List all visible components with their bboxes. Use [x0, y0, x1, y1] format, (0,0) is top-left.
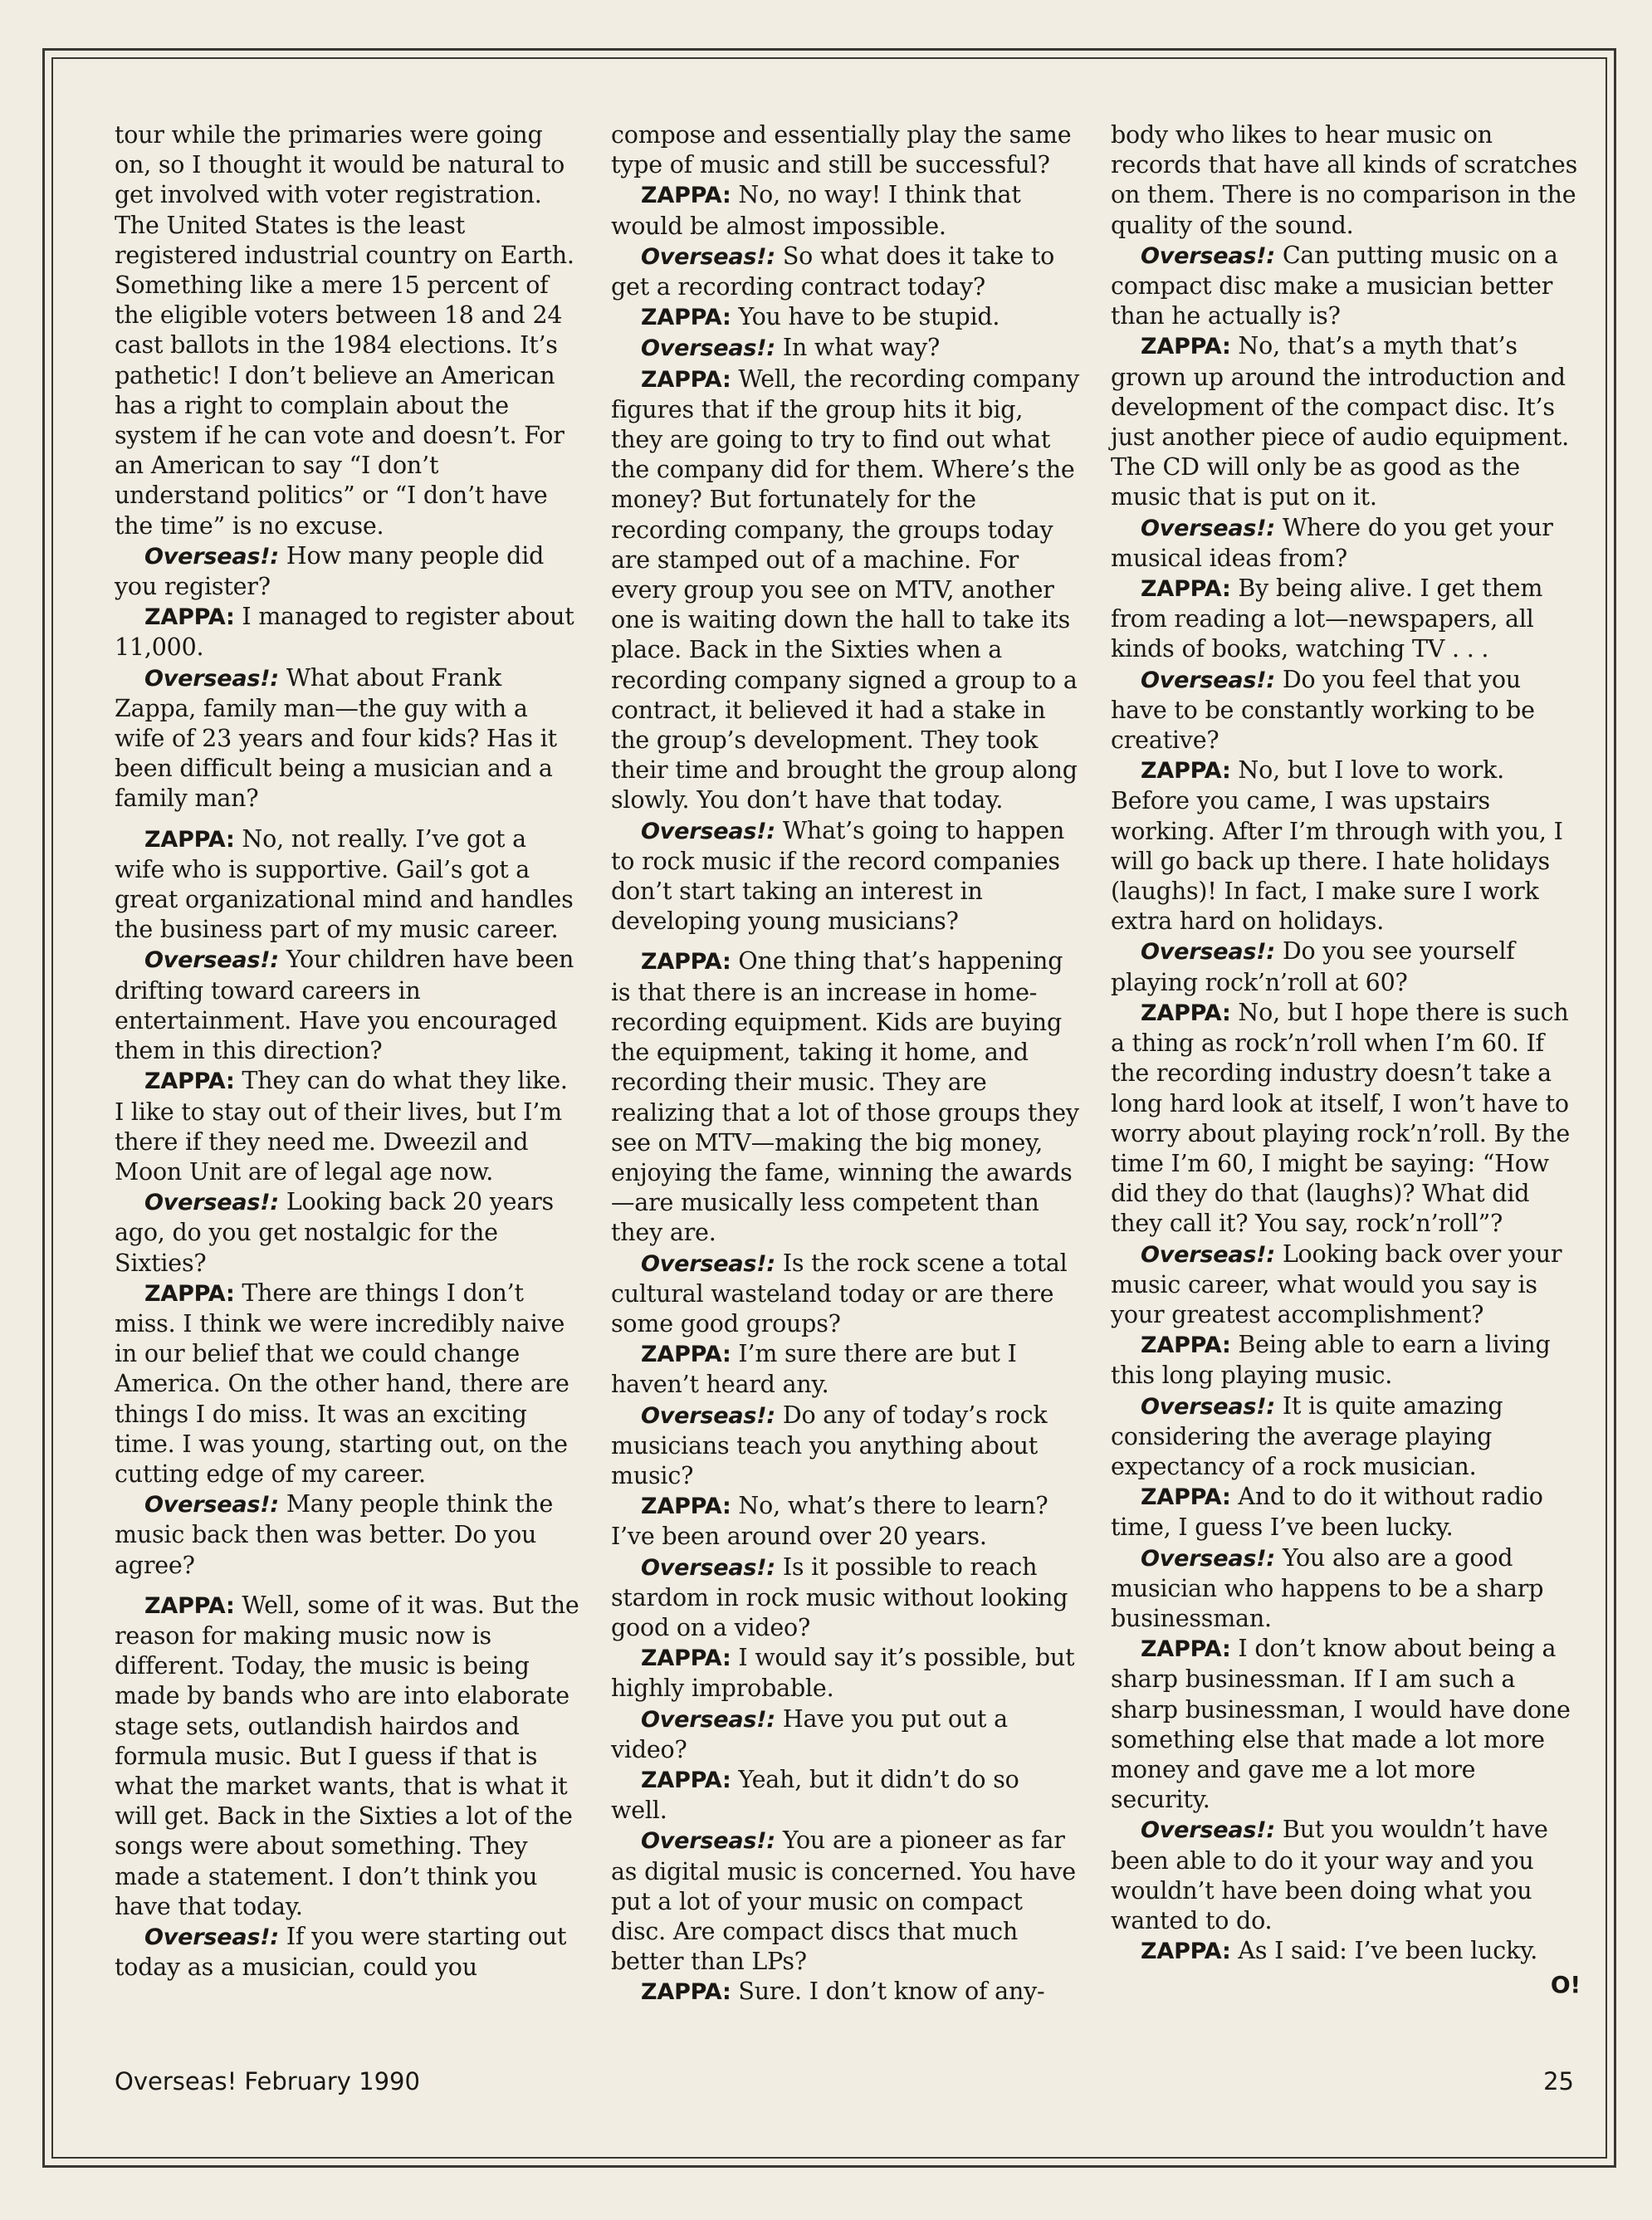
speaker-label-zappa: ZAPPA:: [144, 826, 235, 853]
paragraph-text: Where do you get your musical ideas from?: [1111, 513, 1553, 572]
paragraph-text: You also are a good musician who happens to be a sharp businessman.: [1111, 1543, 1544, 1632]
speaker-label-interviewer: Overseas!:: [641, 335, 775, 362]
article-paragraph: [115, 1279, 581, 1489]
paragraph-text: Can putting music on a compact disc make a musician better than he actually is?: [1111, 241, 1558, 330]
article-paragraph: [611, 120, 1081, 180]
paragraph-text: What’s going to happen to rock music if the record companies don’t start taking an interest in developing young musicians?: [611, 816, 1065, 936]
article-paragraph: [611, 816, 1081, 937]
article-paragraph: [1111, 574, 1581, 665]
speaker-label-interviewer: Overseas!:: [144, 947, 279, 974]
paragraph-text: How many people did you register?: [115, 541, 545, 601]
speaker-label-interviewer: Overseas!:: [641, 1554, 775, 1581]
article-paragraph: [1111, 513, 1581, 574]
article-paragraph: [1111, 1391, 1581, 1483]
speaker-label-interviewer: Overseas!:: [144, 1190, 279, 1216]
speaker-label-zappa: ZAPPA:: [1141, 1484, 1231, 1511]
article-paragraph: [115, 1922, 581, 1983]
article-paragraph: [611, 302, 1081, 333]
speaker-label-zappa: ZAPPA:: [144, 1068, 235, 1095]
speaker-label-interviewer: Overseas!:: [144, 543, 279, 570]
article-paragraph: [115, 602, 581, 663]
paragraph-text: Do you see yourself playing rock’n’roll at 60?: [1111, 937, 1515, 996]
paragraph-text: In what way?: [775, 334, 941, 362]
article-paragraph: [1111, 120, 1581, 241]
paragraph-text: Sure. I don’t know of any-: [731, 1978, 1045, 2006]
speaker-label-interviewer: Overseas!:: [1141, 939, 1275, 966]
end-of-article-mark: O!: [1550, 1971, 1581, 1999]
paragraph-text: I would say it’s possible, but highly improbable.: [611, 1644, 1075, 1703]
speaker-label-zappa: ZAPPA:: [641, 1767, 731, 1793]
article-paragraph: [611, 242, 1081, 302]
paragraph-text: Looking back 20 years ago, do you get nostalgic for the Sixties?: [115, 1188, 554, 1277]
speaker-label-interviewer: Overseas!:: [1141, 515, 1275, 541]
paragraph-text: Yeah, but it didn’t do so well.: [611, 1765, 1019, 1825]
speaker-label-zappa: ZAPPA:: [144, 1592, 235, 1619]
speaker-label-interviewer: Overseas!:: [1141, 1241, 1275, 1268]
speaker-label-interviewer: Overseas!:: [641, 1706, 775, 1733]
page-number: 25: [1543, 2067, 1574, 2095]
speaker-label-interviewer: Overseas!:: [144, 1924, 279, 1950]
article-paragraph: [115, 541, 581, 602]
speaker-label-interviewer: Overseas!:: [641, 1402, 775, 1429]
article-paragraph: [611, 1401, 1081, 1492]
paragraph-text: If you were starting out today as a musician, could you: [115, 1922, 567, 1982]
article-column-3: [1111, 120, 1581, 2001]
paragraph-text: No, that’s a myth that’s grown up around the introduction and development of the compact disc. It’s just another piece of audio equipment. The CD will only be as good as the music that is put on it.: [1111, 332, 1569, 511]
article-paragraph: [611, 1643, 1081, 1704]
speaker-label-interviewer: Overseas!:: [144, 665, 279, 692]
article-paragraph: [611, 1339, 1081, 1400]
article-paragraph: [115, 1187, 581, 1279]
speaker-label-zappa: ZAPPA:: [641, 949, 731, 976]
article-paragraph: [611, 180, 1081, 241]
paragraph-text: One thing that’s happening is that there is an increase in home-recording equipment. Kids are buying the equipment, taking it home, and recording their music. They are realizing that a lot of those groups they see on MTV—making the big money, enjoying the fame, winning the awards—are musically less competent than they are.: [611, 947, 1079, 1247]
paragraph-text: tour while the primaries were going on, so I thought it would be natural to get involved with voter registration. The United States is the least registered industrial country on Earth. Something like a mere 15 percent of the eligible voters between 18 and 24 cast ballots in the 1984 elections. It’s pathetic! I don’t believe an American has a right to complain about the system if he can vote and doesn’t. For an American to say “I don’t understand politics” or “I don’t have the time” is no excuse.: [115, 121, 574, 540]
speaker-label-interviewer: Overseas!:: [1141, 1817, 1275, 1844]
speaker-label-zappa: ZAPPA:: [1141, 1000, 1231, 1026]
paragraph-text: And to do it without radio time, I guess I’ve been lucky.: [1111, 1483, 1543, 1542]
paragraph-text: Being able to earn a living this long playing music.: [1111, 1331, 1551, 1390]
article-paragraph: [611, 1249, 1081, 1340]
speaker-label-zappa: ZAPPA:: [641, 1645, 731, 1672]
speaker-label-zappa: ZAPPA:: [641, 305, 731, 331]
article-paragraph: [1111, 1936, 1581, 1967]
speaker-label-zappa: ZAPPA:: [1141, 758, 1231, 785]
article-paragraph: [1111, 1543, 1581, 1635]
paragraph-text: I managed to register about 11,000.: [115, 603, 574, 662]
article-paragraph: [1111, 998, 1581, 1240]
article-paragraph: [1111, 1815, 1581, 1936]
article-column-1: [115, 120, 581, 1983]
article-paragraph: [611, 1765, 1081, 1826]
article-paragraph: [1111, 241, 1581, 332]
paragraph-text: I’m sure there are but I haven’t heard any.: [611, 1340, 1017, 1399]
speaker-label-zappa: ZAPPA:: [641, 366, 731, 393]
speaker-label-interviewer: Overseas!:: [641, 243, 775, 270]
article-paragraph: [1111, 1330, 1581, 1391]
article-paragraph: [611, 946, 1081, 1248]
speaker-label-interviewer: Overseas!:: [641, 818, 775, 844]
paragraph-text: It is quite amazing considering the average playing expectancy of a rock musician.: [1111, 1391, 1503, 1480]
speaker-label-interviewer: Overseas!:: [1141, 1545, 1275, 1572]
speaker-label-interviewer: Overseas!:: [1141, 242, 1275, 269]
paragraph-text: They can do what they like. I like to stay out of their lives, but I’m there if they need me. Dweezil and Moon Unit are of legal age now.: [115, 1067, 568, 1186]
article-paragraph: [1111, 1240, 1581, 1331]
article-paragraph: [115, 1066, 581, 1187]
paragraph-text: Many people think the music back then was better. Do you agree?: [115, 1490, 554, 1579]
paragraph-text: Have you put out a video?: [611, 1704, 1008, 1763]
article-paragraph: [1111, 665, 1581, 756]
paragraph-text: Your children have been drifting toward careers in entertainment. Have you encouraged them in this direction?: [115, 946, 574, 1065]
speaker-label-zappa: ZAPPA:: [641, 183, 731, 209]
article-paragraph: [611, 1826, 1081, 1977]
article-paragraph: [611, 1553, 1081, 1644]
article-paragraph: [115, 120, 581, 541]
speaker-label-interviewer: Overseas!:: [641, 1250, 775, 1277]
paragraph-text: As I said: I’ve been lucky.: [1230, 1937, 1538, 1965]
speaker-label-interviewer: Overseas!:: [1141, 667, 1275, 693]
paragraph-text: You are a pioneer as far as digital music is concerned. You have put a lot of your music on compact disc. Are compact discs that much better than LPs?: [611, 1826, 1076, 1976]
article-paragraph: [1111, 755, 1581, 936]
article-paragraph: [115, 663, 581, 814]
article-paragraph: [115, 1591, 581, 1922]
paragraph-text: Is the rock scene a total cultural wasteland today or are there some good groups?: [611, 1249, 1068, 1337]
paragraph-text: No, but I hope there is such a thing as rock’n’roll when I’m 60. If the recording industry doesn’t take a long hard look at itself, I won’t have to worry about playing rock’n’roll. By the time I’m 60, I might be saying: “How did they do that (laughs)? What did they call it? You say, rock’n’roll”?: [1111, 998, 1571, 1238]
paragraph-text: Do any of today’s rock musicians teach you anything about music?: [611, 1401, 1048, 1489]
paragraph-text: No, what’s there to learn? I’ve been around over 20 years.: [611, 1492, 1048, 1551]
paragraph-text: Looking back over your music career, what would you say is your greatest accomplishment?: [1111, 1240, 1562, 1328]
speaker-label-zappa: ZAPPA:: [641, 1342, 731, 1368]
article-paragraph: [611, 1491, 1081, 1552]
paragraph-text: But you wouldn’t have been able to do it your way and you wouldn’t have been doing what you wanted to do.: [1111, 1816, 1548, 1934]
article-paragraph: [115, 945, 581, 1066]
speaker-label-zappa: ZAPPA:: [1141, 1939, 1231, 1965]
paragraph-text: What about Frank Zappa, family man—the guy with a wife of 23 years and four kids? Has it been difficult being a musician and a family man?: [115, 663, 557, 813]
footer-publication-date: Overseas! February 1990: [115, 2067, 420, 2095]
speaker-label-zappa: ZAPPA:: [1141, 334, 1231, 360]
paragraph-text: So what does it take to get a recording contract today?: [611, 242, 1055, 301]
paragraph-text: compose and essentially play the same type of music and still be successful?: [611, 121, 1072, 179]
article-paragraph: [1111, 331, 1581, 512]
article-paragraph: [611, 1704, 1081, 1765]
article-paragraph: [1111, 1482, 1581, 1543]
paragraph-text: body who likes to hear music on records that have all kinds of scratches on them. There is no comparison in the quality of the sound.: [1111, 121, 1578, 239]
speaker-label-interviewer: Overseas!:: [1141, 1393, 1275, 1420]
speaker-label-zappa: ZAPPA:: [641, 1494, 731, 1520]
paragraph-text: No, but I love to work. Before you came, I was upstairs working. After I’m through with you, I will go back up there. I hate holidays (laughs)! In fact, I make sure I work extra hard on holidays.: [1111, 756, 1563, 936]
speaker-label-zappa: ZAPPA:: [1141, 1636, 1231, 1663]
paragraph-text: Well, some of it was. But the reason for making music now is different. Today, the music is being made by bands who are into elaborate stage sets, outlandish hairdos and formula music. But I guess if that is what the market wants, that is what it will get. Back in the Sixties a lot of the songs were about something. They made a statement. I don’t think you have that today.: [115, 1591, 579, 1920]
article-paragraph: [115, 824, 581, 946]
speaker-label-interviewer: Overseas!:: [641, 1828, 775, 1855]
paragraph-text: Well, the recording company figures that if the group hits it big, they are going to try to find out what the company did for them. Where’s the money? But fortunately for the recording company, the groups today are stamped out of a machine. For every group you see on MTV, another one is waiting down the hall to take its place. Back in the Sixties when a recording company signed a group to a contract, it believed it had a stake in the group’s development. They took their time and brought the group along slowly. You don’t have that today.: [611, 364, 1080, 814]
paragraph-text: No, no way! I think that would be almost impossible.: [611, 181, 1021, 240]
paragraph-text: I don’t know about being a sharp businessman. If I am such a sharp businessman, I would have done something else that made a lot more money and gave me a lot more security.: [1111, 1635, 1571, 1814]
paragraph-text: You have to be stupid.: [731, 303, 1000, 331]
paragraph-text: No, not really. I’ve got a wife who is supportive. Gail’s got a great organizational mind and handles the business part of my music career.: [115, 824, 574, 944]
speaker-label-zappa: ZAPPA:: [144, 1280, 235, 1307]
article-paragraph: [115, 1489, 581, 1581]
article-paragraph: [611, 364, 1081, 816]
article-paragraph: [611, 333, 1081, 364]
article-column-2: [611, 120, 1081, 2008]
article-paragraph: [1111, 936, 1581, 997]
paragraph-text: By being alive. I get them from reading a lot—newspapers, all kinds of books, watching TV . . .: [1111, 575, 1543, 663]
paragraph-text: Is it possible to reach stardom in rock music without looking good on a video?: [611, 1553, 1068, 1641]
speaker-label-interviewer: Overseas!:: [144, 1492, 279, 1518]
article-paragraph: [1111, 1634, 1581, 1815]
speaker-label-zappa: ZAPPA:: [641, 1979, 731, 2006]
speaker-label-zappa: ZAPPA:: [1141, 1332, 1231, 1359]
paragraph-text: There are things I don’t miss. I think we were incredibly naive in our belief that we could change America. On the other hand, there are things I do miss. It was an exciting time. I was young, starting out, on the cutting edge of my career.: [115, 1279, 569, 1488]
article-paragraph: [611, 1977, 1081, 2007]
paragraph-text: Do you feel that you have to be constantly working to be creative?: [1111, 665, 1535, 755]
speaker-label-zappa: ZAPPA:: [144, 604, 235, 631]
speaker-label-zappa: ZAPPA:: [1141, 576, 1231, 603]
